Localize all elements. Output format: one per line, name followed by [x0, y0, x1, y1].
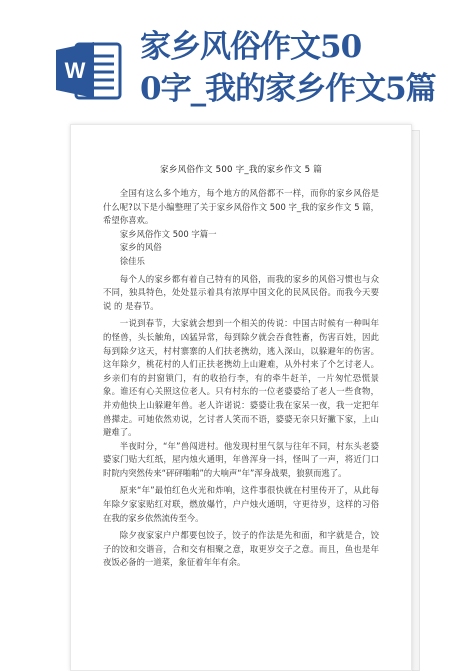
page-title-line-2: 0字_我的家乡作文5篇: [140, 71, 436, 107]
document-page: [70, 124, 412, 671]
document-title: 家乡风俗作文 500 字_我的家乡作文 5 篇: [159, 165, 322, 175]
word-logo-letter: W: [64, 58, 86, 83]
body-paragraph: 除夕夜家家户户都要包饺子，饺子的作法是先和面，和字就是合，饺子的饺和交谐音，合和交有相聚之意，取更岁交子之意。而且，鱼也是年夜饭必备的一道菜，象征着年年有余。: [103, 530, 379, 568]
essay-author: 徐佳乐: [119, 255, 145, 266]
body-paragraph: 每个人的家乡都有着自己特有的风俗，而我的家乡的风俗习惯也与众不同，独具特色，处处显示着具有浓厚中国文化的民风民俗。而我今天要说 的 是春节。: [103, 273, 379, 311]
document-body: [103, 187, 379, 570]
essay-title: 家乡的风俗: [119, 242, 162, 253]
intro-paragraph: 全国有这么多个地方，每个地方的风俗都不一样，而你的家乡风俗是什么呢?以下是小编整理了关于家乡风俗作文 500 字_我的家乡作文 5 篇，希望你喜欢。: [103, 188, 379, 226]
page-title: [140, 26, 466, 110]
word-document-icon: [56, 38, 124, 102]
body-paragraph: 原来“年”最怕红色火光和炸响，这件事很快就在村里传开了，从此每年除夕家家贴红对联，燃放爆竹，户户烛火通明，守更待岁，这样的习俗在我的家乡依然流传至今。: [103, 485, 379, 523]
section-heading: 家乡风俗作文 500 字篇一: [119, 228, 217, 239]
body-paragraph: 半夜时分，“年”兽闯进村。他发现村里气氛与往年不同，村东头老婆婆家门贴大红纸，屋内烛火通明，年兽浑身一抖，怪叫了一声，将近门口时院内突然传来“砰砰啪啪”的大响声“年”浑身战栗，狼狈而逃了。: [103, 440, 379, 478]
page-title-line-1: 家乡风俗作文50: [140, 29, 362, 65]
page-header: [0, 0, 474, 120]
body-paragraph: 一说到春节，大家就会想到一个相关的传说：中国古时候有一种叫年的怪兽，头长触角，凶猛异常，每到除夕就会吞食牲畜，伤害百姓，因此每到除夕这天，村村寨寨的人们扶老携幼，逃入深山，以躲避年的伤害。这年除夕，桃花村的人们正扶老携幼上山避难，从外村来了个乞讨老人。乡亲们有的封窗锁门，有的收拾行李，有的牵牛赶羊，一片匆忙恐慌景象。谁还有心关照这位老人。只有村东的一位老婆婆给了老人一些食物，并劝他快上山躲避年兽。老人许诺说：婆婆让我在家呆一夜，我一定把年兽撵走。可她依然劝说，乞讨者人笑而不语，婆婆无奈只好撇下家，上山避难了。: [103, 318, 379, 438]
